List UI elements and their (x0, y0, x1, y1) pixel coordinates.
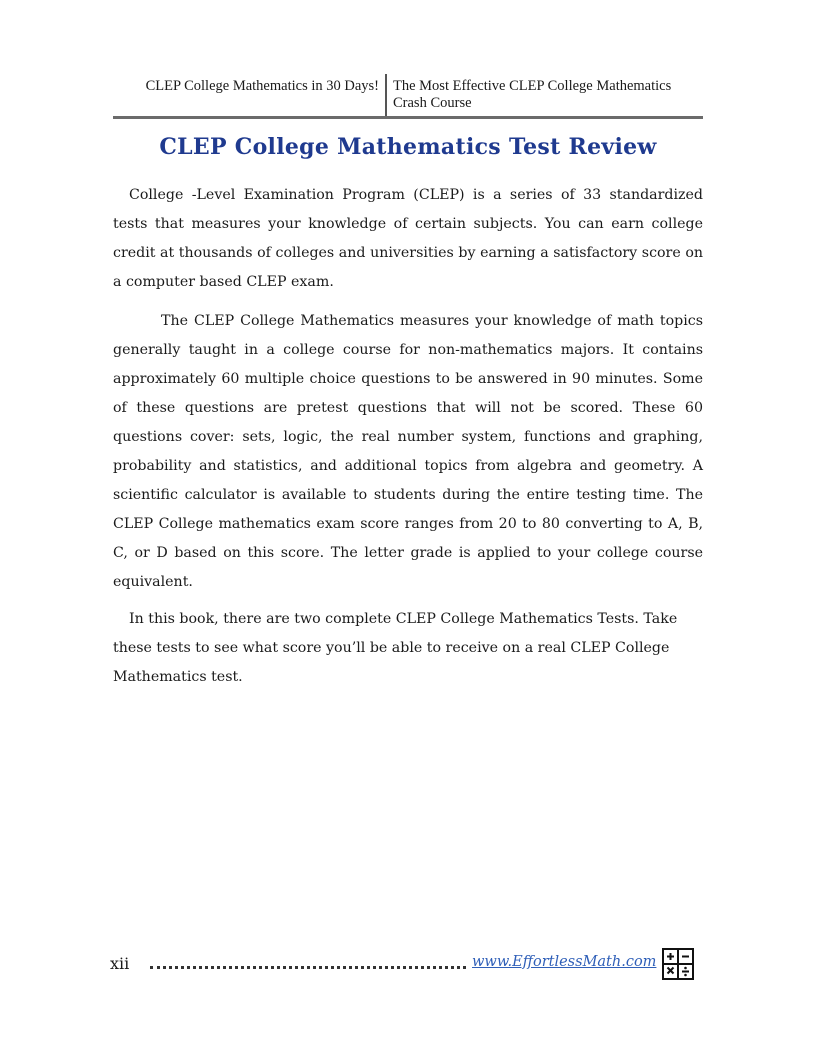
header-book-title: CLEP College Mathematics in 30 Days! (145, 78, 379, 94)
header-divider (385, 74, 387, 116)
page-title: CLEP College Mathematics Test Review (159, 134, 657, 160)
paragraph-intro: College -Level Examination Program (CLEP) is a series of 33 standardized tests that measures your knowledge of certain subjects. You can earn college credit at thousands of colleges and universities by earning a satisfactory score on a computer based CLEP exam. (113, 187, 703, 290)
math-operators-icon (662, 948, 694, 980)
header-rule (113, 116, 703, 119)
page-footer (108, 948, 698, 982)
paragraph-book-info: In this book, there are two complete CLEP College Mathematics Tests. Take these tests to see what score you’ll be able to receive on a real CLEP College Mathematics test. (113, 611, 678, 685)
page-number: xii (110, 954, 130, 973)
footer-dotted-leader (150, 966, 466, 969)
website-link[interactable]: www.EffortlessMath.com (472, 954, 657, 970)
paragraph-details: The CLEP College Mathematics measures your knowledge of math topics generally taught in a college course for non-mathematics majors. It contains approximately 60 multiple choice questions to be answered in 90 minutes. Some of these questions are pretest questions that will not be scored. These 60 questions cover: sets, logic, the real number system, functions and graphing, probability and statistics, and additional topics from algebra and geometry. A scientific calculator is available to students during the entire testing time. The CLEP College mathematics exam score ranges from 20 to 80 converting to A, B, C, or D based on this score. The letter grade is applied to your college course equivalent. (113, 313, 703, 590)
page-header (113, 70, 703, 116)
header-subtitle: The Most Effective CLEP College Mathematics Crash Course (393, 78, 672, 111)
